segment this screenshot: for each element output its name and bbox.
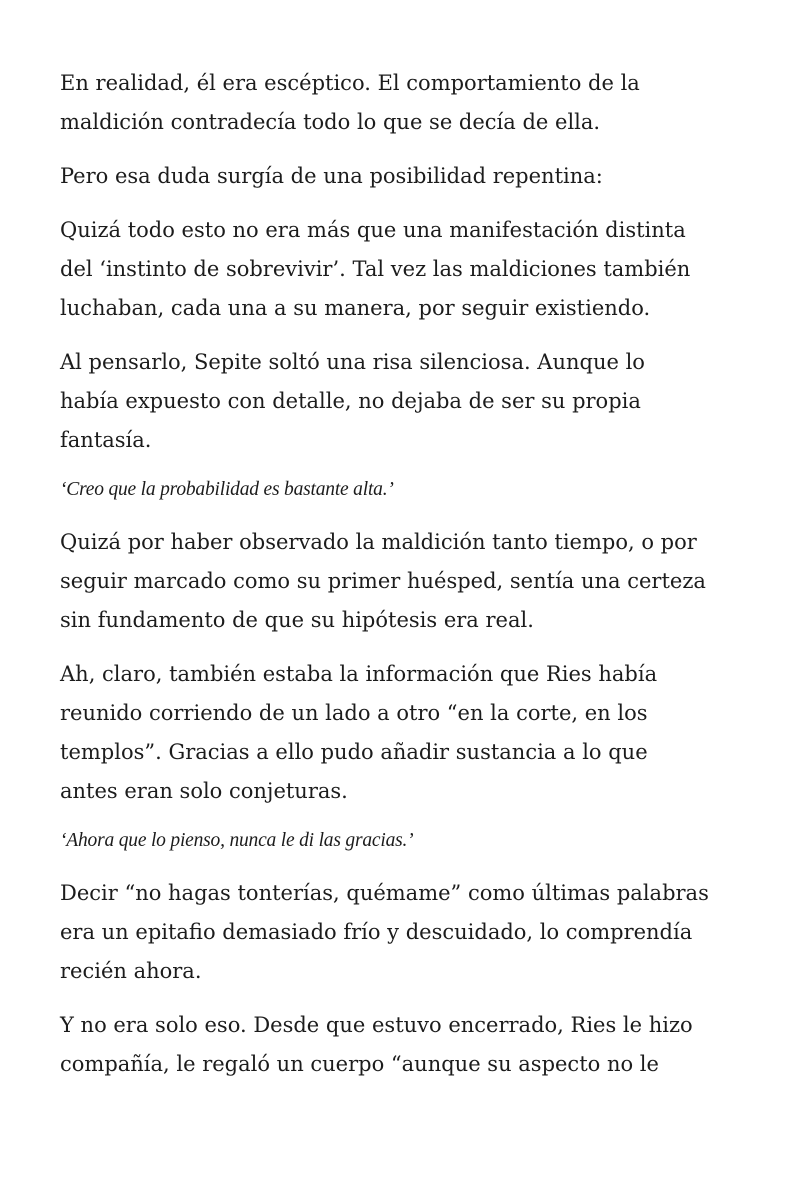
text-line: recién ahora.: [60, 959, 202, 983]
text-line: En realidad, él era escéptico. El comportamiento de la: [60, 71, 640, 95]
text-line: del ‘instinto de sobrevivir’. Tal vez las maldiciones también: [60, 257, 691, 281]
text-line: ‘Creo que la probabilidad es bastante alta.’: [60, 479, 394, 500]
paragraph: [60, 874, 750, 991]
inner-thought: [60, 475, 750, 505]
text-line: luchaban, cada una a su manera, por seguir existiendo.: [60, 296, 651, 320]
paragraph: [60, 343, 750, 460]
text-line: maldición contradecía todo lo que se decía de ella.: [60, 110, 601, 134]
text-line: sin fundamento de que su hipótesis era real.: [60, 608, 534, 632]
paragraph: [60, 157, 750, 196]
text-line: Y no era solo eso. Desde que estuvo encerrado, Ries le hizo: [60, 1013, 693, 1037]
text-line: Pero esa duda surgía de una posibilidad repentina:: [60, 164, 603, 188]
text-line: ‘Ahora que lo pienso, nunca le di las gracias.’: [60, 830, 414, 851]
text-line: Quizá todo esto no era más que una manifestación distinta: [60, 218, 686, 242]
paragraph: [60, 211, 750, 328]
text-line: reunido corriendo de un lado a otro “en la corte, en los: [60, 701, 648, 725]
document-page: [60, 64, 750, 1099]
paragraph: [60, 655, 750, 811]
text-line: Ah, claro, también estaba la información que Ries había: [60, 662, 658, 686]
text-line: templos”. Gracias a ello pudo añadir sustancia a lo que: [60, 740, 648, 764]
text-line: era un epitafio demasiado frío y descuidado, lo comprendía: [60, 920, 693, 944]
text-line: antes eran solo conjeturas.: [60, 779, 348, 803]
paragraph: [60, 1006, 750, 1084]
text-line: compañía, le regaló un cuerpo “aunque su aspecto no le: [60, 1052, 659, 1076]
text-line: Quizá por haber observado la maldición tanto tiempo, o por: [60, 530, 697, 554]
paragraph: [60, 523, 750, 640]
paragraph: [60, 64, 750, 142]
text-line: seguir marcado como su primer huésped, sentía una certeza: [60, 569, 706, 593]
text-line: había expuesto con detalle, no dejaba de ser su propia: [60, 389, 641, 413]
text-line: Decir “no hagas tonterías, quémame” como últimas palabras: [60, 881, 709, 905]
text-line: Al pensarlo, Sepite soltó una risa silenciosa. Aunque lo: [60, 350, 645, 374]
inner-thought: [60, 826, 750, 856]
text-line: fantasía.: [60, 428, 152, 452]
